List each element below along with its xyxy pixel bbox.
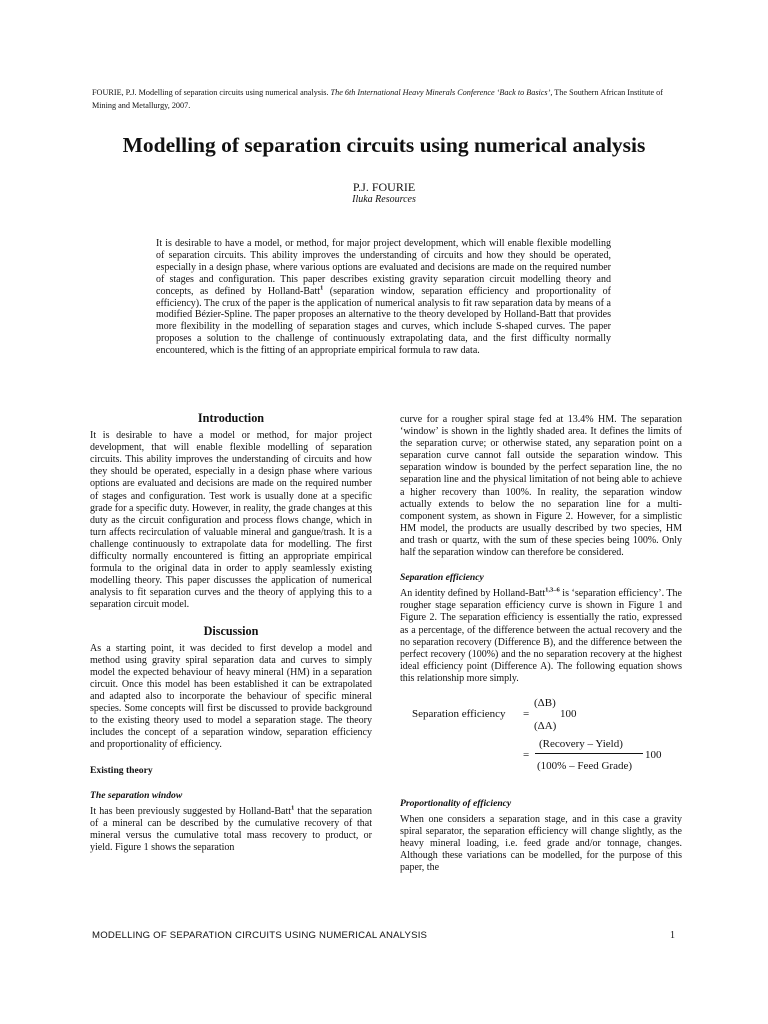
abstract-text-start: It is desirable to have a model, or method, for major project development, which will enable flexible modelling of separation circuits. This ability improves the understanding of circuits and how they should be operated, especially in a design phase, where various options are evaluated and decisions are made on the required number of stages and configuration. This paper describes existing gravity separation circuit modelling theory and concepts, as defined by Holland-Batt <box>156 238 611 297</box>
citation-authors: FOURIE, P.J. Modelling of separation circuits using numerical analysis. <box>92 88 331 97</box>
equation-lhs: Separation efficiency <box>412 707 506 720</box>
separation-window-paragraph <box>90 806 372 854</box>
abstract <box>156 238 611 357</box>
separation-efficiency-heading: Separation efficiency <box>400 572 484 584</box>
right-column <box>400 414 682 875</box>
proportionality-heading: Proportionality of efficiency <box>400 797 512 809</box>
separation-window-continuation: curve for a rougher spiral stage fed at 13.4% HM. The separation ‘window’ is shown in the lightly shaded area. It defines the limits of the separation curve; or otherwise stated, any separation point on a separation curve cannot fall outside the separation window. This separation window is bounded by the perfect separation line, the no separation line and the physical limitation of not being able to achieve a higher recovery than 100%. In reality, the separation window actually extends to below the no separation line for a multi-component system, as shown in Figure 2. However, for a simplistic HM model, the products are usually described by two species, HM and trash or quartz, with the sum of these species being 100%. Only half the separation window can therefore be considered. <box>400 414 682 559</box>
existing-theory-heading: Existing theory <box>90 765 153 777</box>
author-affiliation: Iluka Resources <box>352 194 416 205</box>
running-footer-title: MODELLING OF SEPARATION CIRCUITS USING NUMERICAL ANALYSIS <box>92 930 428 941</box>
citation-conference: The 6th International Heavy Minerals Conference ‘Back to Basics’ <box>330 88 551 97</box>
equation-numerator-1: (ΔB) <box>534 696 556 709</box>
separation-window-text-start: It has been previously suggested by Holland-Batt <box>90 805 292 817</box>
separation-efficiency-paragraph <box>400 588 682 685</box>
discussion-paragraph: As a starting point, it was decided to first develop a model and method using gravity spiral separation data and curves to simply model the expected behaviour of heavy mineral (HM) in a separation circuit. Once this model has been established it can be extrapolated and adapted also to incorporate the behaviour of specific mineral species. Some concepts will first be discussed to provide background to the existing theory used to model a separation stage. The theory includes the concept of a separation window, separation efficiency and proportionality of efficiency. <box>90 642 372 751</box>
citation <box>92 86 680 112</box>
equation-denominator-1: (ΔA) <box>534 719 557 732</box>
introduction-paragraph: It is desirable to have a model or method, for major project development, that will enable flexible modelling of separation circuits. This ability improves the understanding of circuits and how they should be operated, especially in a design phase where various options are evaluated and decisions are made on the required number of stages and configuration. Test work is usually done at a specific grade for a specific duty. However, in reality, the grade changes at this duty as the circuit configuration and process flows change, which in turn affects recirculation of valuable mineral and gangue/trash. It is a challenge continuously to extrapolate data for modelling. The first difficulty normally encountered is fitting an appropriate empirical formula to the original data in order to apply seamlessly existing modelling theory. This paper discusses the application of numerical analysis to fit separation curves and the theory of applying this to a separation circuit model. <box>90 430 372 611</box>
page-number: 1 <box>670 930 675 941</box>
separation-window-text-end: that the separation of a mineral can be described by the cumulative recovery of that mineral versus the cumulative total mass recovery to product, or yield. Figure 1 shows the separation <box>90 805 373 853</box>
citation-publisher: , The Southern African Institute of Mining and Metallurgy, 2007. <box>92 88 663 110</box>
paper-title: Modelling of separation circuits using numerical analysis <box>122 133 646 157</box>
discussion-heading: Discussion <box>203 623 259 638</box>
separation-window-reference: 1 <box>291 804 295 812</box>
left-column <box>90 412 372 854</box>
separation-efficiency-reference: 1,3–6 <box>545 586 560 594</box>
equation-factor-1: 100 <box>560 707 577 720</box>
equation-denominator-2: (100% – Feed Grade) <box>537 759 632 772</box>
equation-equals-2: = <box>523 748 530 761</box>
separation-efficiency-text-end: is ‘separation efficiency’. The rougher stage separation efficiency curve is shown in Figure 1 and Figure 2. The separation efficiency is essentially the ratio, expressed as a percentage, of the difference between the actual recovery and the no separation recovery (Difference B), and the difference between the perfect recovery (100%) and the no separation recovery at the highest ideal efficiency point (Difference A). The following equation shows this relationship more simply. <box>400 588 682 684</box>
proportionality-paragraph: When one considers a separation stage, and in this case a gravity spiral separator, the separation efficiency will change slightly, as the heavy mineral loading, i.e. feed grade and/or tonnage, changes. Although these variations can be modelled, for the purpose of this paper, the <box>400 814 682 874</box>
equation-fraction-bar <box>535 753 643 754</box>
equation-factor-2: 100 <box>645 748 662 761</box>
introduction-heading: Introduction <box>197 411 265 425</box>
separation-window-heading: The separation window <box>90 789 183 801</box>
author-name: P.J. FOURIE <box>352 180 416 194</box>
equation-numerator-2: (Recovery – Yield) <box>539 737 623 750</box>
separation-efficiency-text-start: An identity defined by Holland-Batt <box>400 588 546 600</box>
abstract-reference: 1 <box>320 284 324 292</box>
abstract-text-end: (separation window, separation efficiency and proportionality of efficiency). The crux of the paper is the application of numerical analysis to fit raw separation data by means of a modified Bézier-Spline. The paper proposes an alternative to the theory developed by Holland-Batt that provides more flexibility in the modelling of separation stages and curves, which include S-shaped curves. The paper proposes a solution to the challenge of continuously extrapolating data, and the first difficulty normally encountered, which is the fitting of an appropriate empirical formula to raw data. <box>156 285 611 357</box>
equation-equals-1: = <box>523 707 530 720</box>
separation-efficiency-equation <box>400 685 682 772</box>
